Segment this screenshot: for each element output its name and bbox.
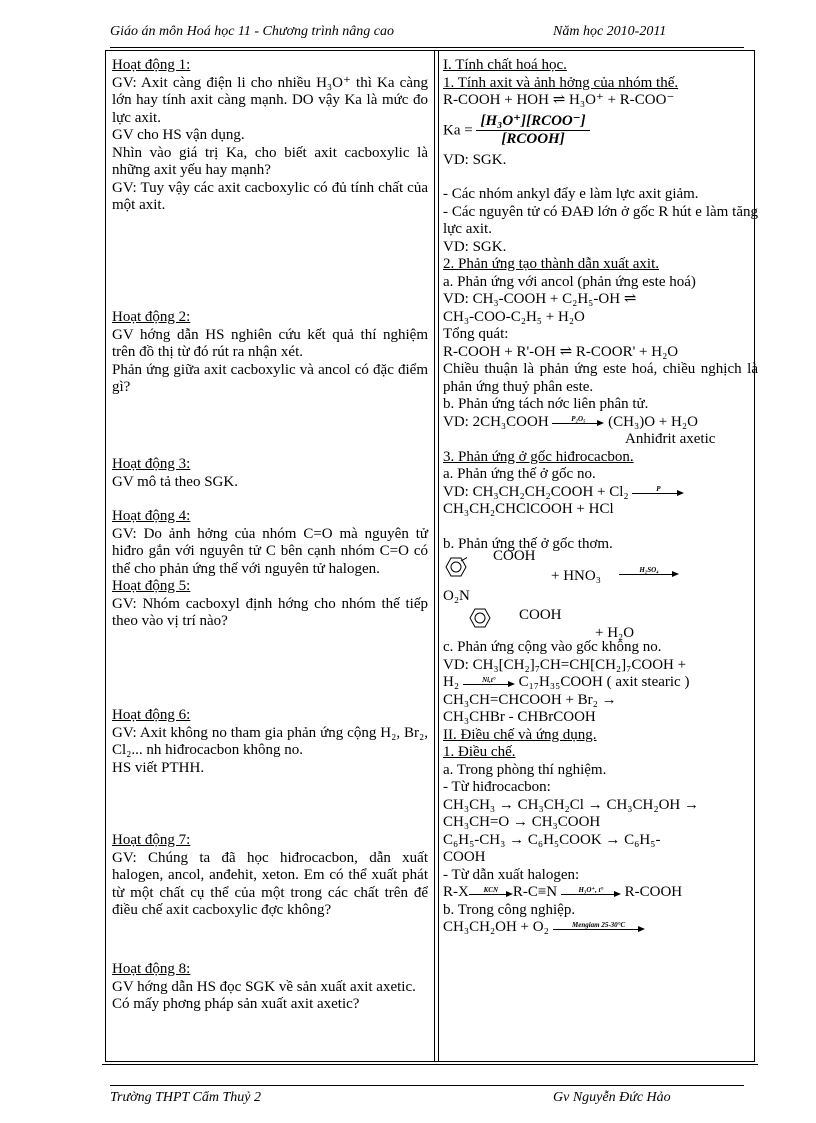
industrial-equation: CH₃CH₂OH + O₂ Mengiam 25-30°C xyxy=(443,919,758,937)
content-column: I. Tính chất hoá học. 1. Tính axit và ảnh hởng của nhóm thế. R-COOH + HOH ⇌ H₃O⁺ + R-COO⁻ Ka = $\frac{\text{[H₃O⁺][RCOO⁻]}}{\text{[RCOOH]}}$ VD: SGK. - Các nhóm ankyl đẩy e làm lực axit giảm. - Các nguyên tử có ĐAĐ lớn ở gốc R hút e làm tăng lực axit. VD: SGK. 2. Phản ứng tạo thành dẫn xuất axit. a. Phản ứng với ancol (phản ứng este hoá) VD: CH₃-COOH + C₂H₅-OH ⇌ CH₃-COO-C₂H₅ + H₂O Tổng quát: R-COOH + R'-OH ⇌ R-COOR' + H₂O Chiều thuận là phản ứng este hoá, chiều nghịch là phản ứng thuỷ phân este. b. Phản ứng tách nớc liên phân tử. VD: 2CH₃COOH P₂O₅ (CH₃)O + H₂O Anhiđrit axetic 3. Phản ứng ở gốc hiđrocacbon. a. Phản ứng thế ở gốc no. VD: CH₃CH₂CH₂COOH + Cl₂ P CH₃CH₂CHClCOOH + HCl b. Phản ứng thế ở gốc thơm. COOH + HNO₃ H₂SO₄ O₂N COOH + H₂O c. Phản ứng cộng vào gốc không no. VD: CH₃[CH₂]₇CH=CH[CH₂]₇COOH + H₂ Ni,t° C₁₇H₃₅COOH ( axit stearic ) CH₃CH=CHCOOH + Br₂ → CH₃CHBr - CHBrCOOH II. Điều chế và ứng dụng. 1. Điều chế. a. Trong phòng thí nghiệm. - Từ hiđrocacbon: CH₃CH₃ → CH₃CH₂Cl → CH₃CH₂OH → CH₃CH=O → CH₃COOH C₆H₅-CH₃ → C₆H₅COOK → C₆H₅- COOH - Từ dẫn xuất halogen: R-X KCN R-C≡N H₃O⁺, t° R-COOH b. Trong công nghiệp. CH₃CH₂OH + O₂ Mengiam 25-30°C xyxy=(443,57,758,935)
subsection-heading: 1. Tính axit và ảnh hởng của nhóm thế. xyxy=(443,74,679,91)
activity-heading: Hoạt động 5: xyxy=(112,578,191,594)
header-year: Năm học 2010-2011 xyxy=(553,24,667,39)
page-footer xyxy=(110,1085,744,1106)
activity-heading: Hoạt động 8: xyxy=(112,961,191,977)
reaction-arrow-icon: P xyxy=(632,487,684,497)
reaction-arrow-icon: H₃O⁺, t° xyxy=(561,888,621,898)
activity-3: Hoạt động 3: GV mô tả theo SGK. xyxy=(112,456,428,491)
activity-heading: Hoạt động 2: xyxy=(112,309,191,325)
dehydration-equation: VD: 2CH₃COOH P₂O₅ (CH₃)O + H₂O xyxy=(443,413,698,430)
subsection-heading: 1. Điều chế. xyxy=(443,744,516,760)
activity-1: Hoạt động 1: GV: Axit càng điện li cho nhiều H₃O⁺ thì Ka càng lớn hay tính axit càng mạnh. DO vậy Ka là mức đo lực axit. GV cho HS vận dụng. Nhìn vào giá trị Ka, cho biết axit cacboxylic là những axit yếu hay mạnh? GV: Tuy vậy các axit cacboxylic có đủ tính chất của một axit. xyxy=(112,57,428,213)
ka-formula: Ka = $\frac{\text{[H₃O⁺][RCOO⁻]}}{\text{[RCOOH]}}$ xyxy=(443,113,758,149)
halogenation-equation: VD: CH₃CH₂CH₂COOH + Cl₂ P xyxy=(443,484,758,502)
activity-heading: Hoạt động 1: xyxy=(112,57,191,73)
column-divider xyxy=(434,50,439,1062)
activity-2: Hoạt động 2: GV hớng dẫn HS nghiên cứu kết quả thí nghiệm trên đồ thị từ đó rút ra nhận xét. Phản ứng giữa axit cacboxylic và ancol có đặc điểm gì? xyxy=(112,309,428,395)
subsection-heading: 3. Phản ứng ở gốc hiđrocacbon. xyxy=(443,448,634,465)
page-header xyxy=(110,24,744,48)
reaction-arrow-icon: Ni,t° xyxy=(463,678,515,688)
subsection-heading: 2. Phản ứng tạo thành dẫn xuất axit. xyxy=(443,256,660,272)
section-heading: II. Điều chế và ứng dụng. xyxy=(443,726,597,743)
activity-6: Hoạt động 6: GV: Axit không no tham gia phản ứng cộng H₂, Br₂, Cl₂... nh hiđrocacbon không no. HS viết PTHH. xyxy=(112,707,428,776)
activity-8: Hoạt động 8: GV hớng dẫn HS đọc SGK về sản xuất axit axetic. Có mấy phơng pháp sản xuất axit axetic? xyxy=(112,961,428,1014)
header-title: Giáo án môn Hoá học 11 - Chương trình nâng cao xyxy=(110,24,394,39)
activity-heading: Hoạt động 7: xyxy=(112,832,191,848)
activity-heading: Hoạt động 4: xyxy=(112,508,191,524)
reaction-arrow-icon: P₂O₅ xyxy=(552,417,604,427)
nitration-scheme: COOH + HNO₃ H₂SO₄ O₂N COOH + H₂O xyxy=(443,553,758,639)
benzene-ring-icon xyxy=(445,557,467,577)
reaction-arrow-icon: KCN xyxy=(469,888,513,898)
nitrile-route: R-X KCN R-C≡N H₃O⁺, t° R-COOH xyxy=(443,884,683,900)
footer-school: Trường THPT Cẩm Thuỷ 2 xyxy=(110,1090,261,1105)
equation: R-COOH + HOH ⇌ H₃O⁺ + R-COO⁻ xyxy=(443,92,675,108)
activity-heading: Hoạt động 6: xyxy=(112,707,191,723)
reaction-arrow-icon: H₂SO₄ xyxy=(619,568,679,578)
hydrogenation-equation: H₂ Ni,t° C₁₇H₃₅COOH ( axit stearic ) xyxy=(443,674,690,690)
footer-teacher: Gv Nguyễn Đức Hảo xyxy=(553,1090,671,1105)
activity-7: Hoạt động 7: GV: Chúng ta đã học hiđrocacbon, dẫn xuất halogen, ancol, anđehit, xeton. Em có thể xuất phát từ một chất cụ thể của một trong các chất trên để điều chế axit cacboxylic đợc không? xyxy=(112,832,428,918)
section-heading: I. Tính chất hoá học. xyxy=(443,57,567,73)
benzene-ring-icon xyxy=(469,608,491,628)
reaction-arrow-icon: Mengiam 25-30°C xyxy=(553,923,645,933)
activity-4: Hoạt động 4: GV: Do ảnh hởng của nhóm C=O mà nguyên tử hiđro gắn với nguyên tử C bên cạnh nhóm C=O có thể cho phản ứng thế với nguyên tử halogen. Hoạt động 5: GV: Nhóm cacboxyl định hớng cho nhóm thế tiếp theo vào vị trí nào? xyxy=(112,508,428,629)
activity-heading: Hoạt động 3: xyxy=(112,456,191,472)
